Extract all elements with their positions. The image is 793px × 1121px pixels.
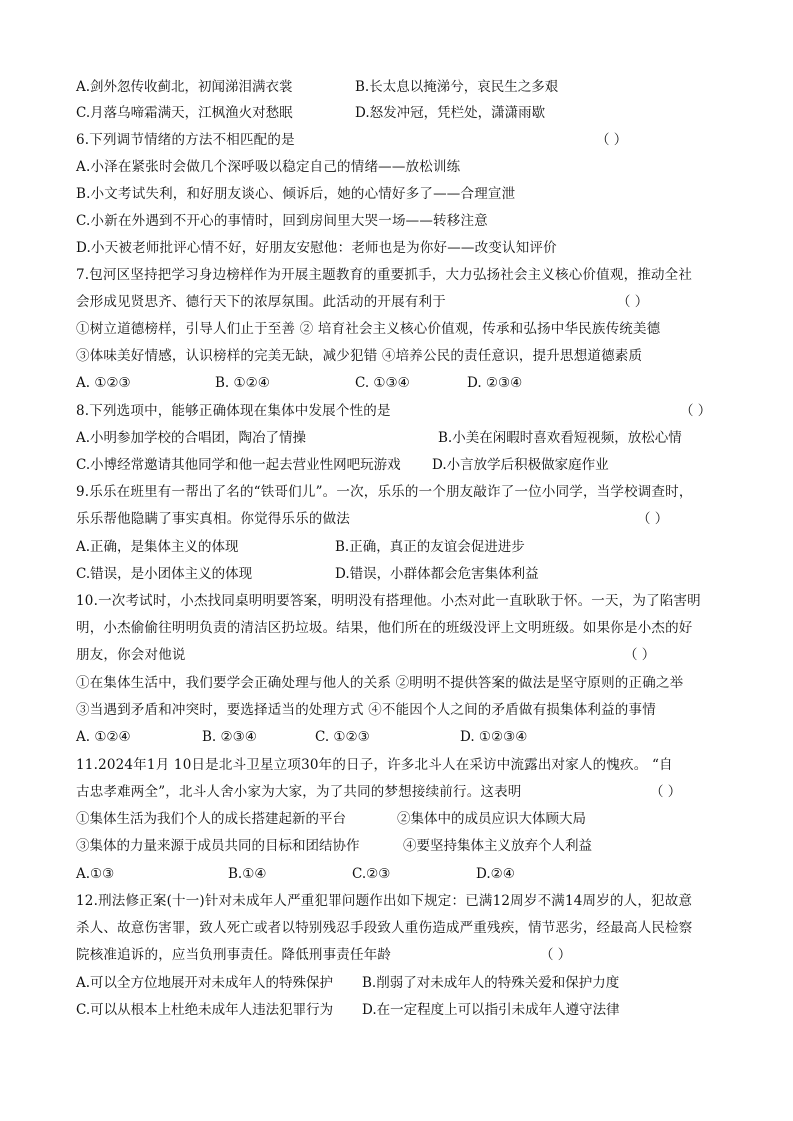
q9-answer-bracket: （ ）	[637, 511, 669, 527]
q11-statement-3: ③集体的力量来源于成员共同的目标和团结协作	[76, 838, 360, 854]
q10-option-d: D. ①②③④	[460, 729, 528, 745]
q8-option-c: C.小博经常邀请其他同学和他一起去营业性网吧玩游戏	[76, 457, 401, 473]
q7-statement-3-4: ③体味美好情感，认识榜样的完美无缺，减少犯错 ④培养公民的责任意识，提升思想道德素质	[76, 348, 643, 364]
q9-option-b: B.正确，真正的友谊会促进进步	[335, 539, 525, 555]
q5-option-a: A.剑外忽传收蓟北，初闻涕泪满衣裳	[76, 79, 293, 95]
q11-option-c: C.②③	[352, 866, 391, 882]
q12-option-b: B.削弱了对未成年人的特殊关爱和保护力度	[362, 975, 620, 991]
q10-statement-3-4: ③当遇到矛盾和冲突时，要选择适当的处理方式 ④不能因个人之间的矛盾做有损集体利益的事情	[76, 702, 656, 718]
q12-stem-line2: 杀人、故意伤害罪，致人死亡或者以特别残忍手段致人重伤造成严重残疾，情节恶劣，经最高人民检察	[76, 920, 693, 936]
q6-option-d: D.小天被老师批评心情不好，好朋友安慰他：老师也是为你好——改变认知评价	[76, 240, 557, 256]
q9-option-d: D.错误，小群体都会危害集体利益	[335, 566, 539, 582]
q5-option-b: B.长太息以掩涕兮，哀民生之多艰	[355, 79, 559, 95]
q6-option-a: A.小泽在紧张时会做几个深呼吸以稳定自己的情绪——放松训练	[76, 159, 461, 175]
q9-stem-line2: 乐乐帮他隐瞒了事实真相。你觉得乐乐的做法	[76, 511, 350, 527]
q11-stem-line2: 古忠孝难两全”，北斗人舍小家为大家，为了共同的梦想接续前行。这表明	[76, 784, 522, 800]
q10-answer-bracket: （ ）	[624, 647, 656, 663]
q10-option-c: C. ①②③	[315, 729, 370, 745]
q7-option-a: A. ①②③	[76, 375, 131, 391]
q8-answer-bracket: （ ）	[680, 403, 712, 419]
q11-option-a: A.①③	[76, 866, 115, 882]
q7-option-d: D. ②③④	[467, 375, 523, 391]
q12-stem-line3: 院核准追诉的，应当负刑事责任。降低刑事责任年龄	[76, 947, 392, 963]
q10-option-a: A. ①②④	[76, 729, 131, 745]
q7-option-b: B. ①②④	[215, 375, 270, 391]
q11-option-b: B.①④	[228, 866, 267, 882]
q7-answer-bracket: （ ）	[617, 294, 649, 310]
q11-answer-bracket: （ ）	[650, 784, 682, 800]
q9-stem-line1: 9.乐乐在班里有一帮出了名的“铁哥们儿”。一次，乐乐的一个朋友敲诈了一位小同学，当学校调查时，	[76, 484, 693, 500]
q6-stem: 6.下列调节情绪的方法不相匹配的是	[76, 132, 295, 148]
q11-statement-4: ④要坚持集体主义放弃个人利益	[403, 838, 592, 854]
q11-statement-2: ②集体中的成员应识大体顾大局	[397, 811, 586, 827]
q12-option-d: D.在一定程度上可以指引未成年人遵守法律	[362, 1002, 620, 1018]
q6-option-b: B.小文考试失利，和好朋友谈心、倾诉后，她的心情好多了——合理宣泄	[76, 186, 516, 202]
q8-option-a: A.小明参加学校的合唱团，陶冶了情操	[76, 430, 307, 446]
q12-option-a: A.可以全方位地展开对未成年人的特殊保护	[76, 975, 334, 991]
q7-option-c: C. ①③④	[355, 375, 410, 391]
q6-answer-bracket: （ ）	[596, 132, 628, 148]
q7-stem-line2: 会形成见贤思齐、德行天下的浓厚氛围。此活动的开展有利于	[76, 294, 446, 310]
q8-option-d: D.小言放学后积极做家庭作业	[432, 457, 609, 473]
q5-option-c: C.月落乌啼霜满天，江枫渔火对愁眠	[76, 105, 293, 121]
q10-option-b: B. ②③④	[202, 729, 257, 745]
q10-statement-1-2: ①在集体生活中，我们要学会正确处理与他人的关系 ②明明不提供答案的做法是坚守原则的正确之举	[76, 675, 684, 691]
q11-statement-1: ①集体生活为我们个人的成长搭建起新的平台	[76, 811, 346, 827]
q12-option-c: C.可以从根本上杜绝未成年人违法犯罪行为	[76, 1002, 334, 1018]
q8-stem: 8.下列选项中，能够正确体现在集体中发展个性的是	[76, 403, 391, 419]
q11-option-d: D.②④	[476, 866, 515, 882]
q12-stem-line1: 12.刑法修正案(十一)针对未成年人严重犯罪问题作出如下规定：已满12周岁不满14周岁的人，犯故意	[76, 893, 693, 909]
q10-stem-line3: 朋友，你会对他说	[76, 647, 186, 663]
q11-stem-line1: 11.2024年1月 10日是北斗卫星立项30年的日子，许多北斗人在采访中流露出对家人的愧疚。 “自	[76, 757, 673, 773]
q6-option-c: C.小新在外遇到不开心的事情时，回到房间里大哭一场——转移注意	[76, 213, 488, 229]
q9-option-c: C.错误，是小团体主义的体现	[76, 566, 253, 582]
q10-stem-line1: 10.一次考试时，小杰找同桌明明要答案，明明没有搭理他。小杰对此一直耿耿于怀。一天，为了陷害明	[76, 593, 701, 609]
q5-option-d: D.怒发冲冠，凭栏处，潇潇雨歇	[355, 105, 546, 121]
q12-answer-bracket: （ ）	[540, 947, 572, 963]
q9-option-a: A.正确，是集体主义的体现	[76, 539, 239, 555]
q8-option-b: B.小美在闲暇时喜欢看短视频，放松心情	[438, 430, 682, 446]
q10-stem-line2: 明，小杰偷偷往明明负责的清洁区扔垃圾。结果，他们所在的班级没评上文明班级。如果你是小杰的好	[76, 620, 693, 636]
q7-stem-line1: 7.包河区坚持把学习身边榜样作为开展主题教育的重要抓手，大力弘扬社会主义核心价值观，推动全社	[76, 267, 693, 283]
q7-statement-1-2: ①树立道德榜样，引导人们止于至善 ② 培育社会主义核心价值观，传承和弘扬中华民族传统美德	[76, 321, 661, 337]
